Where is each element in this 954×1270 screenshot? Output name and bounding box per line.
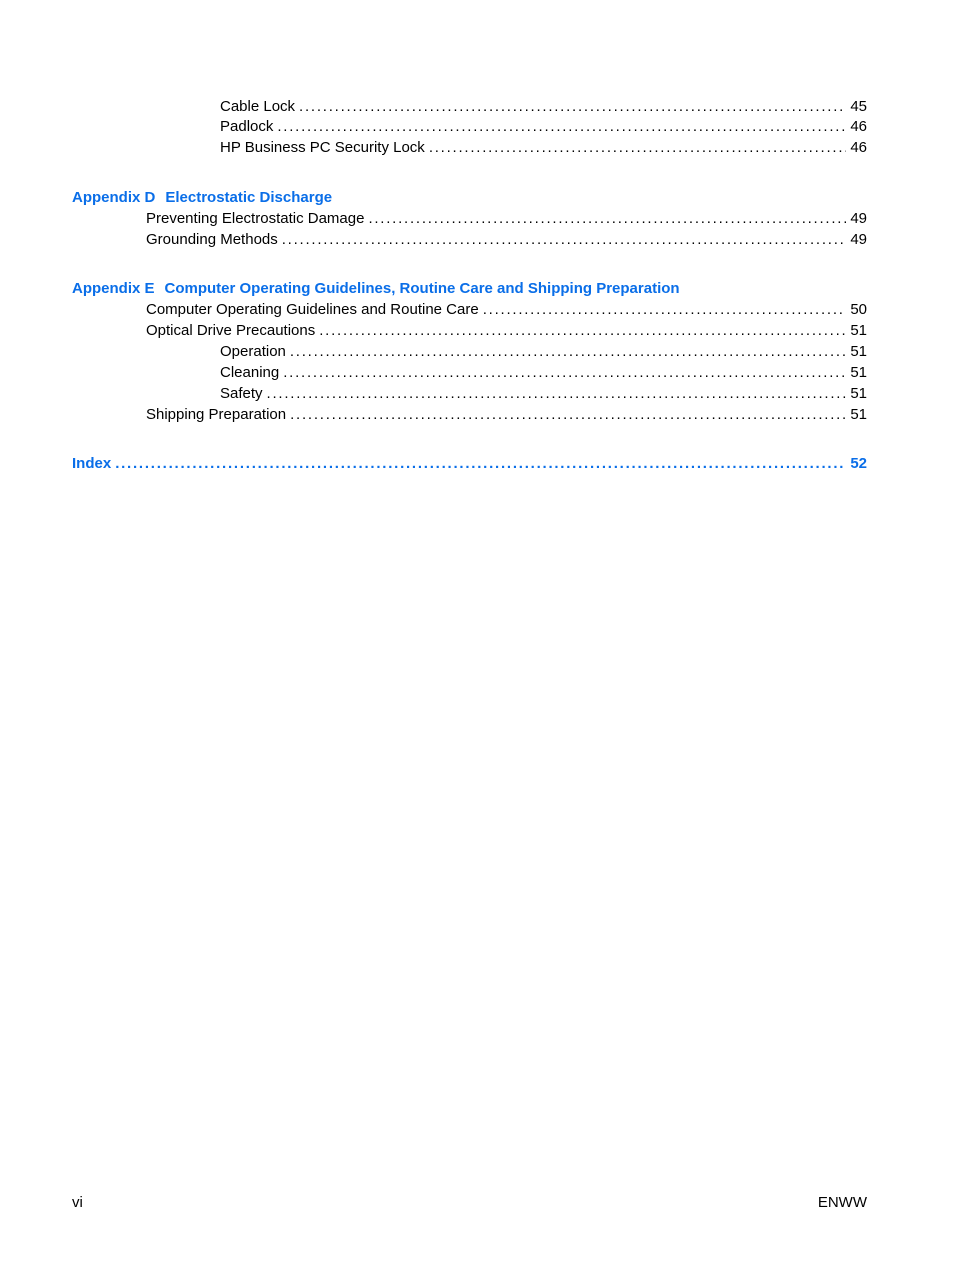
toc-entry-grounding-methods[interactable]	[146, 229, 867, 250]
toc-entry-page: 49	[850, 231, 867, 248]
toc-entry-hp-security-lock[interactable]	[220, 137, 867, 158]
toc-entry-page: 51	[850, 385, 867, 402]
toc-heading-appendix-d[interactable]	[72, 187, 332, 208]
toc-entry-page: 51	[850, 322, 867, 339]
toc-entry-title: Optical Drive Precautions	[146, 322, 316, 339]
toc-entry-page: 50	[850, 301, 867, 318]
toc-entry-cleaning[interactable]	[220, 362, 867, 383]
toc-entry-title: Shipping Preparation	[146, 406, 287, 423]
appendix-title: Computer Operating Guidelines, Routine Care and Shipping Preparation	[164, 280, 680, 297]
toc-entry-padlock[interactable]	[220, 116, 867, 137]
toc-heading-appendix-e[interactable]	[72, 278, 680, 299]
toc-entry-title: Computer Operating Guidelines and Routine Care	[146, 301, 479, 318]
toc-dot-leader	[290, 404, 846, 425]
toc-dot-leader	[483, 299, 847, 320]
toc-entry-page: 51	[850, 406, 867, 423]
appendix-title: Electrostatic Discharge	[165, 189, 333, 206]
toc-entry-title: Index	[72, 455, 112, 472]
toc-entry-operation[interactable]	[220, 341, 867, 362]
toc-dot-leader	[283, 362, 846, 383]
toc-dot-leader	[282, 229, 847, 250]
toc-entry-page: 46	[850, 139, 867, 156]
toc-entry-page: 51	[850, 343, 867, 360]
toc-dot-leader	[299, 96, 846, 117]
toc-dot-leader	[277, 116, 846, 137]
toc-entry-page: 45	[850, 98, 867, 115]
toc-entry-title: Cleaning	[220, 364, 280, 381]
toc-entry-page: 49	[850, 210, 867, 227]
footer-doc-code: ENWW	[817, 1194, 867, 1211]
toc-entry-optical-drive-precautions[interactable]	[146, 320, 867, 341]
toc-entry-index[interactable]	[72, 453, 867, 474]
appendix-label: Appendix D	[72, 189, 156, 206]
toc-entry-title: HP Business PC Security Lock	[220, 139, 425, 156]
toc-entry-cable-lock[interactable]	[220, 96, 867, 117]
toc-entry-page: 46	[850, 118, 867, 135]
toc-entry-page: 51	[850, 364, 867, 381]
toc-entry-preventing-esd[interactable]	[146, 208, 867, 229]
appendix-label: Appendix E	[72, 280, 155, 297]
toc-entry-page: 52	[850, 455, 867, 472]
toc-entry-title: Safety	[220, 385, 263, 402]
toc-entry-operating-guidelines[interactable]	[146, 299, 867, 320]
toc-entry-safety[interactable]	[220, 383, 867, 404]
toc-entry-title: Preventing Electrostatic Damage	[146, 210, 365, 227]
toc-entry-title: Operation	[220, 343, 286, 360]
toc-dot-leader	[115, 453, 846, 474]
toc-dot-leader	[319, 320, 846, 341]
toc-dot-leader	[267, 383, 847, 404]
footer-page-number: vi	[72, 1194, 83, 1211]
toc-dot-leader	[290, 341, 846, 362]
toc-entry-shipping-preparation[interactable]	[146, 404, 867, 425]
toc-dot-leader	[368, 208, 846, 229]
toc-entry-title: Padlock	[220, 118, 274, 135]
toc-entry-title: Cable Lock	[220, 98, 296, 115]
toc-entry-title: Grounding Methods	[146, 231, 278, 248]
toc-dot-leader	[429, 137, 847, 158]
